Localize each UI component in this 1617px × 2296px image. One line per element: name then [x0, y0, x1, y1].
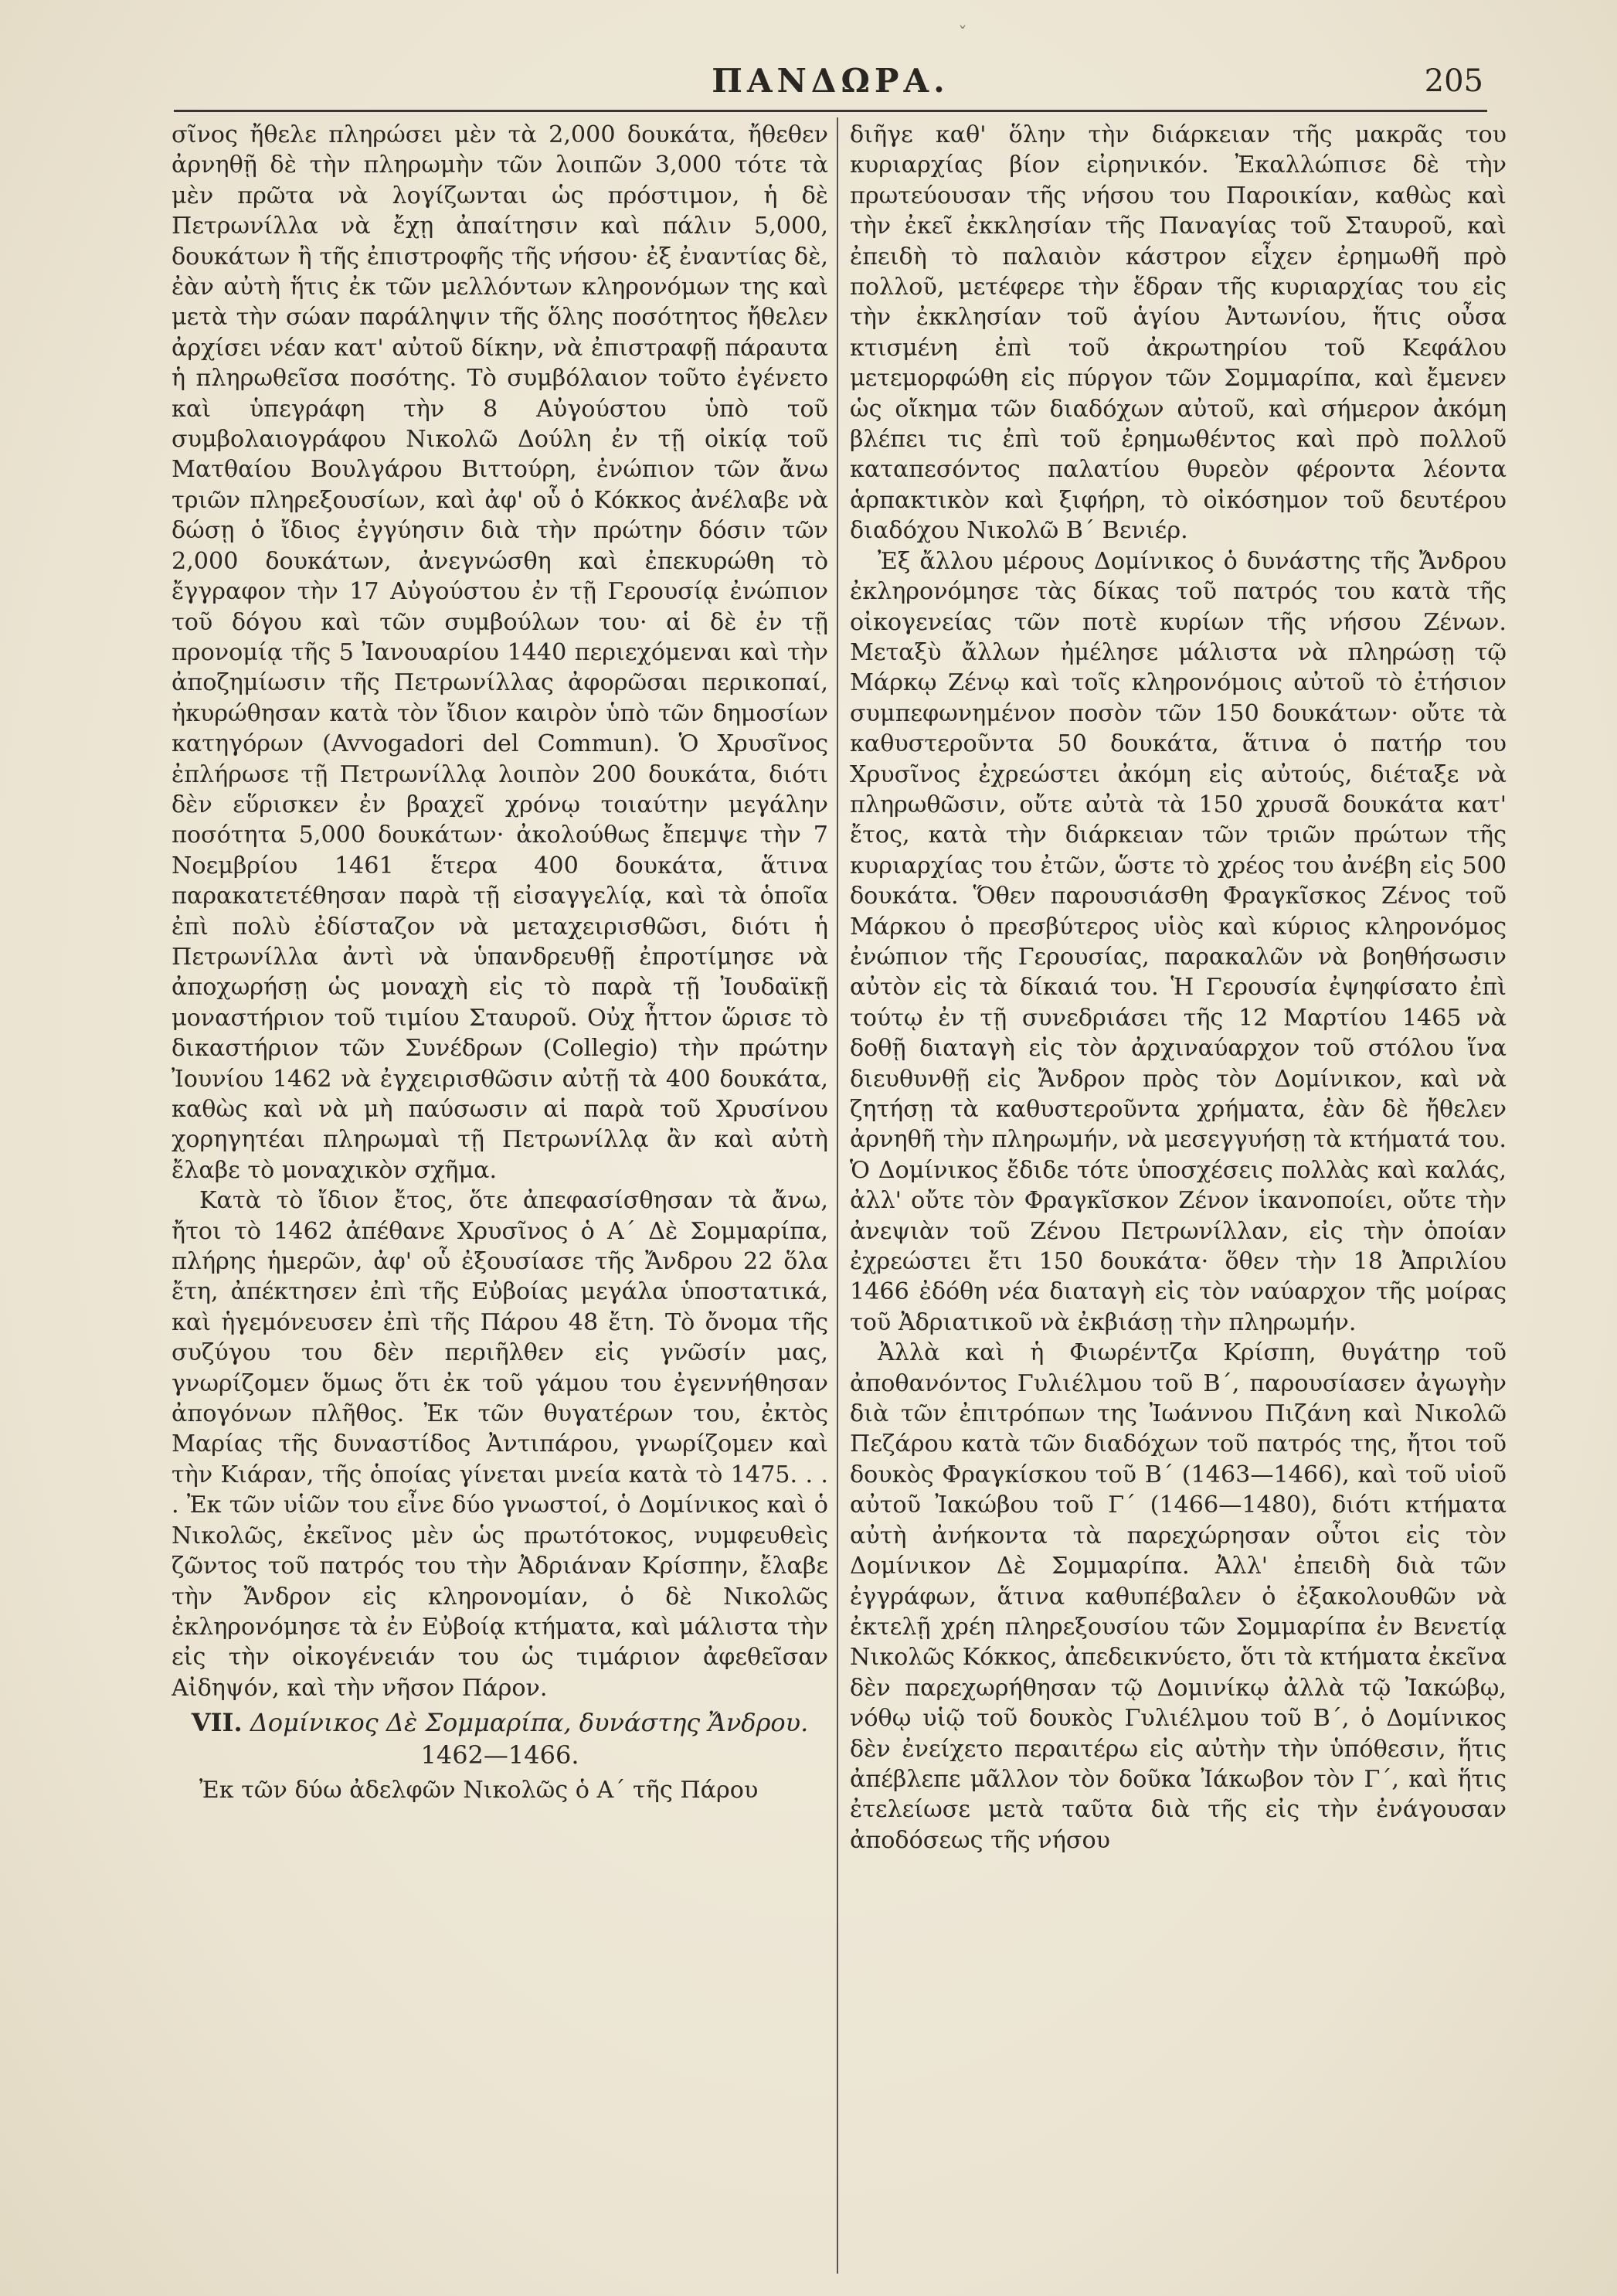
right-paragraph-1: διῆγε καθ' ὅλην τὴν διάρκειαν τῆς μακρᾶς του κυριαρχίας βίον εἰρηνικόν. Ἐκαλλώπισε δὲ τὴν πρωτεύουσαν τῆς νήσου του Παροικίαν, καθὼς καὶ τὴν ἐκεῖ ἐκκλησίαν τῆς Παναγίας τοῦ Σταυροῦ, καὶ ἐπειδὴ τὸ παλαιὸν κάστρον εἶχεν ἐρημωθῆ πρὸ πολλοῦ, μετέφερε τὴν ἕδραν τῆς κυριαρχίας του εἰς τὴν ἐκκλησίαν τοῦ ἁγίου Ἀντωνίου, ἥτις οὖσα κτισμένη ἐπὶ τοῦ ἀκρωτηρίου τοῦ Κεφάλου μετεμορφώθη εἰς πύργον τῶν Σομμαρίπα, καὶ ἔμενεν ὡς οἴκημα τῶν διαδόχων αὐτοῦ, καὶ σήμερον ἀκόμη βλέπει τις ἐπὶ τοῦ ἐρημωθέντος καὶ πρὸ πολλοῦ καταπεσόντος παλατίου θυρεὸν φέροντα λέοντα ἁρπακτικὸν καὶ ξιφήρη, τὸ οἰκόσημον τοῦ δευτέρου διαδόχου Νικολῶ Β΄ Βενιέρ. [850, 121, 1507, 545]
journal-title: ΠΑΝΔΩΡΑ. [712, 62, 949, 100]
left-paragraph-3: Ἐκ τῶν δύω ἀδελφῶν Νικολῶς ὁ Α΄ τῆς Πάρου [199, 1776, 759, 1804]
section-years: 1462—1466. [420, 1740, 579, 1770]
section-number: VII. [191, 1708, 243, 1738]
right-paragraph-2: Ἐξ ἄλλου μέρους Δομίνικος ὁ δυνάστης τῆς Ἄνδρου ἐκληρονόμησε τὰς δίκας τοῦ πατρός του κατὰ τῆς οἰκογενείας τῶν ποτὲ κυρίων τῆς νήσου Ζένων. Μεταξὺ ἄλλων ἠμέλησε μάλιστα νὰ πληρώσῃ τῷ Μάρκῳ Ζένῳ καὶ τοῖς κληρονόμοις αὐτοῦ τὸ ἐτήσιον συμπεφωνημένον ποσὸν τῶν 150 δουκάτων· οὔτε τὰ καθυστεροῦντα 50 δουκάτα, ἅτινα ὁ πατήρ του Χρυσῖνος ἐχρεώστει ἀκόμη εἰς αὐτούς, διέταξε νὰ πληρωθῶσιν, οὔτε αὐτὰ τὰ 150 χρυσᾶ δουκάτα κατ' ἔτος, κατὰ τὴν διάρκειαν τῶν τριῶν πρώτων τῆς κυριαρχίας του ἐτῶν, ὥστε τὸ χρέος του ἀνέβη εἰς 500 δουκάτα. Ὅθεν παρουσιάσθη Φραγκῖσκος Ζένος τοῦ Μάρκου ὁ πρεσβύτερος υἱὸς καὶ κύριος κληρονόμος ἐνώπιον τῆς Γερουσίας, παρακαλῶν νὰ βοηθήσωσιν αὐτὸν εἰς τὰ δίκαιά του. Ἡ Γερουσία ἐψηφίσατο ἐπὶ τούτῳ ἐν τῇ συνεδριάσει τῆς 12 Μαρτίου 1465 νὰ δοθῇ διαταγὴ εἰς τὸν ἀρχιναύαρχον τοῦ στόλου ἵνα διευθυνθῇ εἰς Ἄνδρον πρὸς τὸν Δομίνικον, καὶ νὰ ζητήσῃ τὰ καθυστεροῦντα χρήματα, ἐὰν δὲ ἤθελεν ἀρνηθῆ τὴν πληρωμήν, νὰ μεσεγγυήσῃ τὰ κτήματά του. Ὁ Δομίνικος ἔδιδε τότε ὑποσχέσεις πολλὰς καὶ καλάς, ἀλλ' οὔτε τὸν Φραγκῖσκον Ζένον ἱκανοποίει, οὔτε τὴν ἀνεψιὰν τοῦ Ζένου Πετρωνίλλαν, εἰς τὴν ὁποίαν ἐχρεώστει ἔτι 150 δουκάτα· ὅθεν τὴν 18 Ἀπριλίου 1466 ἐδόθη νέα διαταγὴ εἰς τὸν ναύαρχον τῆς μοίρας τοῦ Ἀδριατικοῦ νὰ ἐκβιάσῃ τὴν πληρωμήν. [850, 547, 1507, 1336]
right-paragraph-3: Ἀλλὰ καὶ ἡ Φιωρέντζα Κρίσπη, θυγάτηρ τοῦ ἀποθανόντος Γυλιέλμου τοῦ Β΄, παρουσίασεν ἀγωγὴν διὰ τῶν ἐπιτρόπων της Ἰωάννου Πιζάνη καὶ Νικολῶ Πεζάρου κατὰ τῶν διαδόχων τοῦ πατρός της, ἤτοι τοῦ δουκὸς Φραγκίσκου τοῦ Β΄ (1463—1466), καὶ τοῦ υἱοῦ αὐτοῦ Ἰακώβου τοῦ Γ΄ (1466—1480), διότι κτήματα αὐτὴ ἀνήκοντα τὰ παρεχώρησαν οὗτοι εἰς τὸν Δομίνικον Δὲ Σομμαρίπα. Ἀλλ' ἐπειδὴ διὰ τῶν ἐγγράφων, ἅτινα καθυπέβαλεν ὁ ἐξακολουθῶν νὰ ἐκτελῇ χρέη πληρεξουσίου τῶν Σομμαρίπα ἐν Βενετίᾳ Νικολῶς Κόκκος, ἀπεδεικνύετο, ὅτι τὰ κτήματα ἐκεῖνα δὲν παρεχωρήθησαν τῷ Δομινίκῳ ἀλλὰ τῷ Ἰακώβῳ, νόθῳ υἱῷ τοῦ δουκὸς Γυλιέλμου τοῦ Β΄, ὁ Δομίνικος δὲν ἐνείχετο περαιτέρω εἰς αὐτὴν τὴν ὑπόθεσιν, ἥτις ἀπέβλεπε μᾶλλον τὸν δοῦκα Ἰάκωβον τὸν Γ΄, καὶ ἥτις ἐτελείωσε μετὰ ταῦτα διὰ τῆς εἰς τὴν ἐνάγουσαν ἀποδόσεως τῆς νήσου [850, 1339, 1507, 1854]
page-number: 205 [1424, 63, 1483, 99]
left-column [172, 120, 828, 2276]
ink-mark: ˇ [958, 23, 967, 45]
left-paragraph-2: Κατὰ τὸ ἴδιον ἔτος, ὅτε ἀπεφασίσθησαν τὰ ἄνω, ἤτοι τὸ 1462 ἀπέθανε Χρυσῖνος ὁ Α΄ Δὲ Σομμαρίπα, πλήρης ἡμερῶν, ἀφ' οὗ ἐξουσίασε τῆς Ἄνδρου 22 ὅλα ἔτη, ἀπέκτησεν ἐπὶ τῆς Εὐβοίας μεγάλα ὑποστατικά, καὶ ἡγεμόνευσεν ἐπὶ τῆς Πάρου 48 ἔτη. Τὸ ὄνομα τῆς συζύγου του δὲν περιῆλθεν εἰς γνῶσίν μας, γνωρίζομεν ὅμως ὅτι ἐκ τοῦ γάμου του ἐγεννήθησαν ἀπογόνων πλῆθος. Ἐκ τῶν θυγατέρων του, ἐκτὸς Μαρίας τῆς δυναστίδος Ἀντιπάρου, γνωρίζομεν καὶ τὴν Κιάραν, τῆς ὁποίας γίνεται μνεία κατὰ τὸ 1475. . . . Ἐκ τῶν υἱῶν του εἶνε δύο γνωστοί, ὁ Δομίνικος καὶ ὁ Νικολῶς, ἐκεῖνος μὲν ὡς πρωτότοκος, νυμφευθεὶς ζῶντος τοῦ πατρός του τὴν Ἀδριάναν Κρίσπην, ἔλαβε τὴν Ἄνδρον εἰς κληρονομίαν, ὁ δὲ Νικολῶς ἐκληρονόμησε τὰ ἐν Εὐβοίᾳ κτήματα, καὶ μάλιστα τὴν εἰς τὴν οἰκογένειάν του ὡς τιμάριον ἀφεθεῖσαν Αἰδηψόν, καὶ τὴν νῆσον Πάρον. [172, 1187, 828, 1702]
right-column [850, 120, 1507, 2276]
running-header [178, 56, 1483, 110]
column-divider [837, 117, 838, 2274]
section-title: Δομίνικος Δὲ Σομμαρίπα, δυνάστης Ἄνδρου. [250, 1708, 809, 1738]
section-heading [172, 1708, 828, 1738]
header-rule [174, 110, 1487, 112]
left-paragraph-1: σῖνος ἤθελε πληρώσει μὲν τὰ 2,000 δουκάτα, ἤθεθεν ἀρνηθῇ δὲ τὴν πληρωμὴν τῶν λοιπῶν 3,000 τότε τὰ μὲν πρῶτα νὰ λογίζωνται ὡς πρόστιμον, ἡ δὲ Πετρωνίλλα νὰ ἔχῃ ἀπαίτησιν καὶ πάλιν 5,000, δουκάτων ἢ τῆς ἐπιστροφῆς τῆς νήσου· ἐξ ἐναντίας δὲ, ἐὰν αὐτὴ ἥτις ἐκ τῶν μελλόντων κληρονόμων της καὶ μετὰ τὴν σώαν παράληψιν τῆς ὅλης ποσότητος ἤθελεν ἀρχίσει νέαν κατ' αὐτοῦ δίκην, νὰ ἐπιστραφῇ πάραυτα ἡ πληρωθεῖσα ποσότης. Τὸ συμβόλαιον τοῦτο ἐγένετο καὶ ὑπεγράφη τὴν 8 Αὐγούστου ὑπὸ τοῦ συμβολαιογράφου Νικολῶ Δούλη ἐν τῇ οἰκίᾳ τοῦ Ματθαίου Βουλγάρου Βιττούρη, ἐνώπιον τῶν ἄνω τριῶν πληρεξουσίων, καὶ ἀφ' οὗ ὁ Κόκκος ἀνέλαβε νὰ δώσῃ ὁ ἴδιος ἐγγύησιν διὰ τὴν πρώτην δόσιν τῶν 2,000 δουκάτων, ἀνεγνώσθη καὶ ἐπεκυρώθη τὸ ἔγγραφον τὴν 17 Αὐγούστου ἐν τῇ Γερουσίᾳ ἐνώπιον τοῦ δόγου καὶ τῶν συμβούλων του· αἱ δὲ ἐν τῇ προνομίᾳ τῆς 5 Ἰανουαρίου 1440 περιεχόμεναι καὶ τὴν ἀποζημίωσιν τῆς Πετρωνίλλας ἀφορῶσαι περικοπαί, ἠκυρώθησαν κατὰ τὸν ἴδιον καιρὸν ὑπὸ τῶν δημοσίων κατηγόρων (Avvogadori del Commun). Ὁ Χρυσῖνος ἐπλήρωσε τῇ Πετρωνίλλᾳ λοιπὸν 200 δουκάτα, διότι δὲν εὕρισκεν ἐν βραχεῖ χρόνῳ τοιαύτην μεγάλην ποσότητα 5,000 δουκάτων· ἀκολούθως ἔπεμψε τὴν 7 Νοεμβρίου 1461 ἕτερα 400 δουκάτα, ἅτινα παρακατετέθησαν παρὰ τῇ εἰσαγγελίᾳ, καὶ τὰ ὁποῖα ἐπὶ πολὺ ἐδίσταζον νὰ μεταχειρισθῶσι, διότι ἡ Πετρωνίλλα ἀντὶ νὰ ὑπανδρευθῇ ἐπροτίμησε νὰ ἀποχωρήσῃ ὡς μοναχὴ εἰς τὸ παρὰ τῇ Ἰουδαϊκῇ μοναστήριον τοῦ τιμίου Σταυροῦ. Οὐχ ἧττον ὥρισε τὸ δικαστήριον τῶν Συνέδρων (Collegio) τὴν πρώτην Ἰουνίου 1462 νὰ ἐγχειρισθῶσιν αὐτῇ τὰ 400 δουκάτα, καθὼς καὶ νὰ μὴ παύσωσιν αἱ παρὰ τοῦ Χρυσίνου χορηγητέαι πληρωμαὶ τῇ Πετρωνίλλᾳ ἂν καὶ αὐτὴ ἔλαβε τὸ μοναχικὸν σχῆμα. [172, 121, 828, 1184]
